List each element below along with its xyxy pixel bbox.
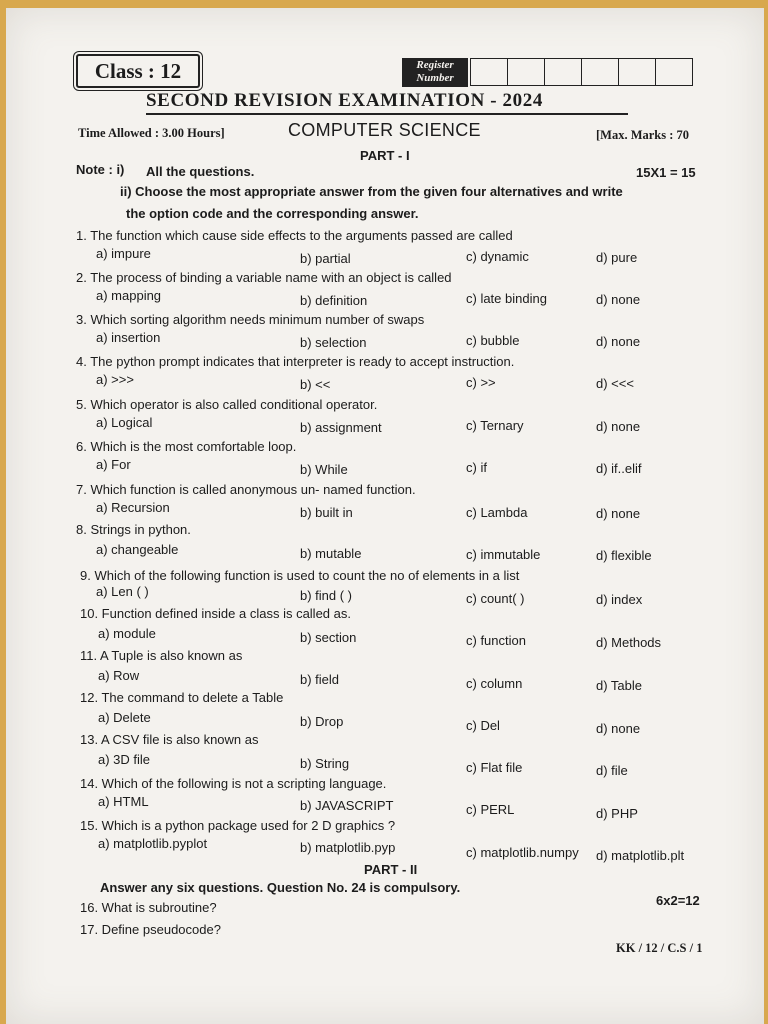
question-text: 4. The python prompt indicates that interpreter is ready to accept instruction. [76, 354, 515, 369]
register-digit-box [471, 59, 508, 85]
option-c: c) dynamic [466, 249, 529, 264]
option-a: a) >>> [96, 372, 134, 387]
option-c: c) column [466, 676, 523, 691]
option-b: b) String [300, 756, 350, 771]
option-b: b) definition [300, 293, 368, 308]
option-b: b) section [300, 630, 357, 645]
option-a: a) Recursion [96, 500, 170, 515]
register-label-line1: Register [416, 59, 454, 71]
option-d: d) pure [596, 250, 638, 265]
register-number-boxes [470, 58, 693, 86]
option-b: b) matplotlib.pyp [300, 840, 396, 855]
option-d: d) PHP [596, 806, 638, 821]
question-16: 16. What is subroutine? [80, 900, 217, 915]
question-text: 15. Which is a python package used for 2 D graphics ? [80, 818, 396, 833]
exam-title: SECOND REVISION EXAMINATION - 2024 [146, 90, 543, 111]
option-d: d) if..elif [596, 461, 642, 476]
question-text: 3. Which sorting algorithm needs minimum number of swaps [76, 312, 425, 327]
question-text: 14. Which of the following is not a scripting language. [80, 776, 387, 791]
option-a: a) Row [98, 668, 140, 683]
note-line1: All the questions. [146, 164, 255, 179]
option-b: b) JAVASCRIPT [300, 798, 394, 813]
register-digit-box [508, 59, 545, 85]
question-text: 5. Which operator is also called conditional operator. [76, 397, 378, 412]
option-c: c) PERL [466, 802, 515, 817]
question-text: 10. Function defined inside a class is called as. [80, 606, 351, 621]
option-b: b) While [300, 462, 348, 477]
option-c: c) Ternary [466, 418, 524, 433]
option-a: a) matplotlib.pyplot [98, 836, 208, 851]
option-c: c) Del [466, 718, 500, 733]
option-b: b) assignment [300, 420, 382, 435]
part2-heading: PART - II [364, 862, 418, 877]
part2-marks: 6x2=12 [656, 893, 700, 908]
part1-heading: PART - I [360, 148, 410, 163]
option-d: d) none [596, 721, 641, 736]
part1-marks: 15X1 = 15 [636, 165, 696, 180]
question-text: 1. The function which cause side effects to the arguments passed are called [76, 228, 513, 243]
question-text: 7. Which function is called anonymous un- named function. [76, 482, 416, 497]
register-digit-box [619, 59, 656, 85]
register-label-line2: Number [416, 72, 454, 84]
option-b: b) field [300, 672, 340, 687]
question-text: 9. Which of the following function is used to count the no of elements in a list [80, 568, 520, 583]
option-c: c) late binding [466, 291, 547, 306]
option-d: d) none [596, 506, 641, 521]
option-d: d) flexible [596, 548, 652, 563]
question-text: 8. Strings in python. [76, 522, 191, 537]
option-a: a) 3D file [98, 752, 151, 767]
option-b: b) find ( ) [300, 588, 353, 603]
option-c: c) count( ) [466, 591, 525, 606]
note-line3: the option code and the corresponding answer. [126, 206, 419, 221]
question-text: 13. A CSV file is also known as [80, 732, 259, 747]
option-d: d) <<< [596, 376, 634, 391]
option-c: c) function [466, 633, 526, 648]
register-digit-box [656, 59, 692, 85]
option-d: d) file [596, 763, 628, 778]
register-number-label [402, 58, 468, 87]
option-a: a) impure [96, 246, 151, 261]
question-17: 17. Define pseudocode? [80, 922, 221, 937]
question-text: 6. Which is the most comfortable loop. [76, 439, 297, 454]
option-b: b) << [300, 377, 331, 392]
question-text: 11. A Tuple is also known as [80, 648, 243, 663]
max-marks: [Max. Marks : 70 [596, 128, 690, 142]
option-b: b) Drop [300, 714, 344, 729]
option-b: b) built in [300, 505, 353, 520]
option-c: c) Flat file [466, 760, 523, 775]
option-c: c) matplotlib.numpy [466, 845, 579, 860]
option-d: d) none [596, 419, 641, 434]
option-a: a) For [96, 457, 131, 472]
question-text: 12. The command to delete a Table [80, 690, 284, 705]
option-c: c) >> [466, 375, 496, 390]
option-c: c) immutable [466, 547, 541, 562]
option-b: b) partial [300, 251, 351, 266]
option-a: a) Logical [96, 415, 153, 430]
option-a: a) Len ( ) [96, 584, 149, 599]
option-d: d) Table [596, 678, 643, 693]
paper-code: KK / 12 / C.S / 1 [616, 941, 703, 955]
option-a: a) module [98, 626, 156, 641]
register-digit-box [545, 59, 582, 85]
option-a: a) HTML [98, 794, 149, 809]
question-text: 2. The process of binding a variable name with an object is called [76, 270, 452, 285]
title-underline [146, 113, 628, 115]
option-d: d) index [596, 592, 643, 607]
option-b: b) selection [300, 335, 367, 350]
option-d: d) none [596, 334, 641, 349]
register-digit-box [582, 59, 619, 85]
option-a: a) Delete [98, 710, 151, 725]
part2-instruction: Answer any six questions. Question No. 24 is compulsory. [100, 880, 461, 895]
option-a: a) mapping [96, 288, 162, 303]
option-c: c) bubble [466, 333, 520, 348]
option-d: d) matplotlib.plt [596, 848, 685, 863]
option-a: a) insertion [96, 330, 161, 345]
option-d: d) none [596, 292, 641, 307]
option-d: d) Methods [596, 635, 662, 650]
option-b: b) mutable [300, 546, 362, 561]
subject-title: COMPUTER SCIENCE [288, 120, 481, 140]
option-c: c) if [466, 460, 487, 475]
option-a: a) changeable [96, 542, 179, 557]
option-c: c) Lambda [466, 505, 528, 520]
class-label: Class : 12 [76, 54, 200, 88]
note-label: Note : i) [76, 162, 125, 177]
time-allowed: Time Allowed : 3.00 Hours] [78, 126, 225, 140]
note-line2: ii) Choose the most appropriate answer from the given four alternatives and write [120, 184, 623, 199]
